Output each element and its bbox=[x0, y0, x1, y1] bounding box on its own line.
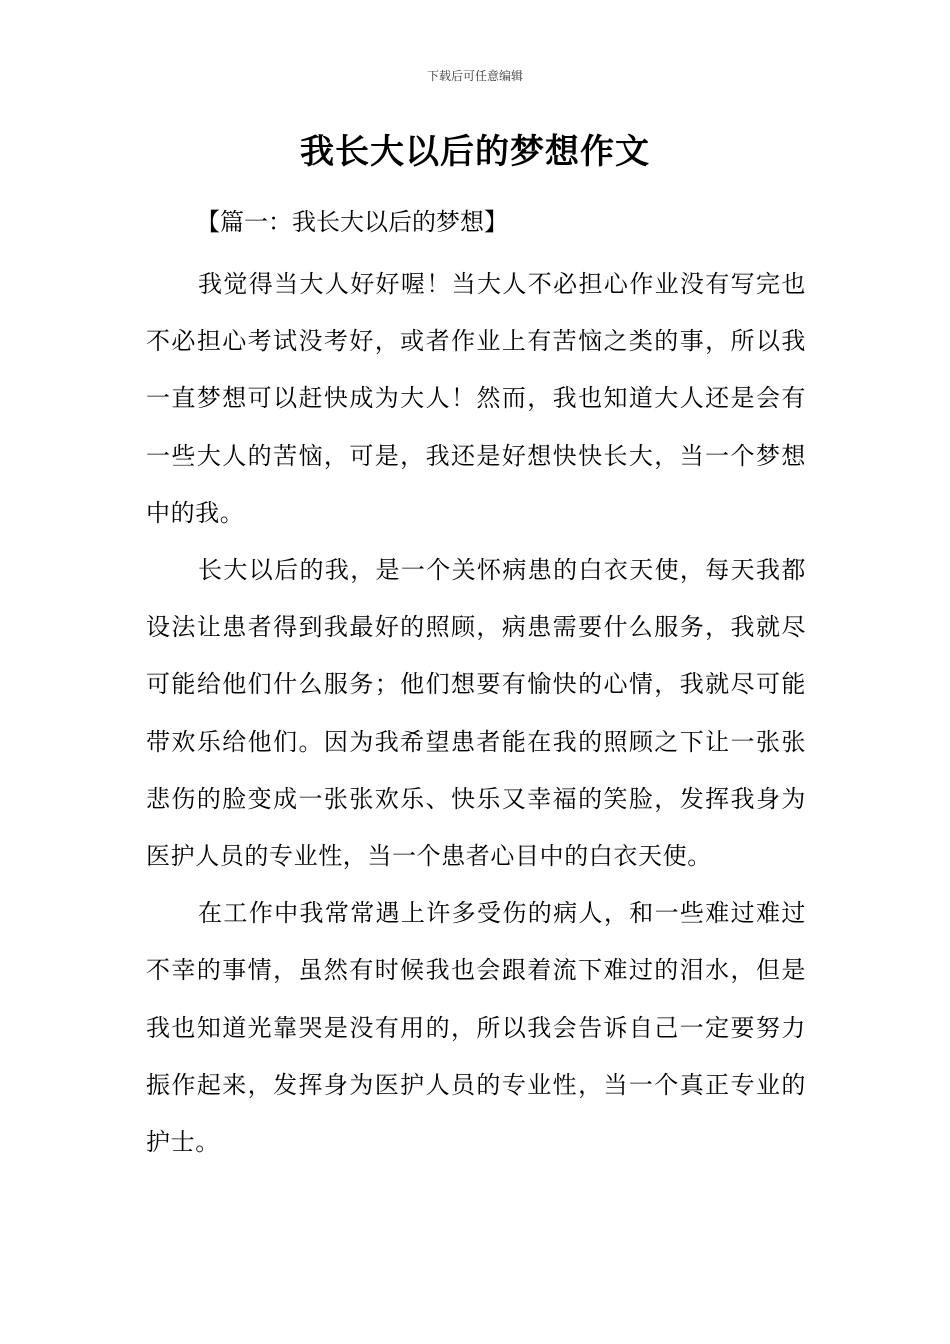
document-body bbox=[146, 199, 806, 1171]
paragraph-3: 在工作中我常常遇上许多受伤的病人，和一些难过难过不幸的事情，虽然有时候我也会跟着流下难过的泪水，但是我也知道光靠哭是没有用的，所以我会告诉自己一定要努力振作起来，发挥身为医护人员的专业性，当一个真正专业的护士。 bbox=[146, 899, 806, 1157]
paragraph-2: 长大以后的我，是一个关怀病患的白衣天使，每天我都设法让患者得到我最好的照顾，病患需要什么服务，我就尽可能给他们什么服务；他们想要有愉快的心情，我就尽可能带欢乐给他们。因为我希望患者能在我的照顾之下让一张张悲伤的脸变成一张张欢乐、快乐又幸福的笑脸，发挥我身为医护人员的专业性，当一个患者心目中的白衣天使。 bbox=[146, 556, 806, 871]
header-note: 下载后可任意编辑 bbox=[426, 69, 523, 83]
document-title: 我长大以后的梦想作文 bbox=[300, 132, 650, 172]
paragraph-1: 我觉得当大人好好喔！当大人不必担心作业没有写完也不必担心考试没考好，或者作业上有苦恼之类的事，所以我一直梦想可以赶快成为大人！然而，我也知道大人还是会有一些大人的苦恼，可是，我还是好想快快长大，当一个梦想中的我。 bbox=[146, 270, 806, 527]
section-heading: 【篇一：我长大以后的梦想】 bbox=[196, 208, 508, 236]
